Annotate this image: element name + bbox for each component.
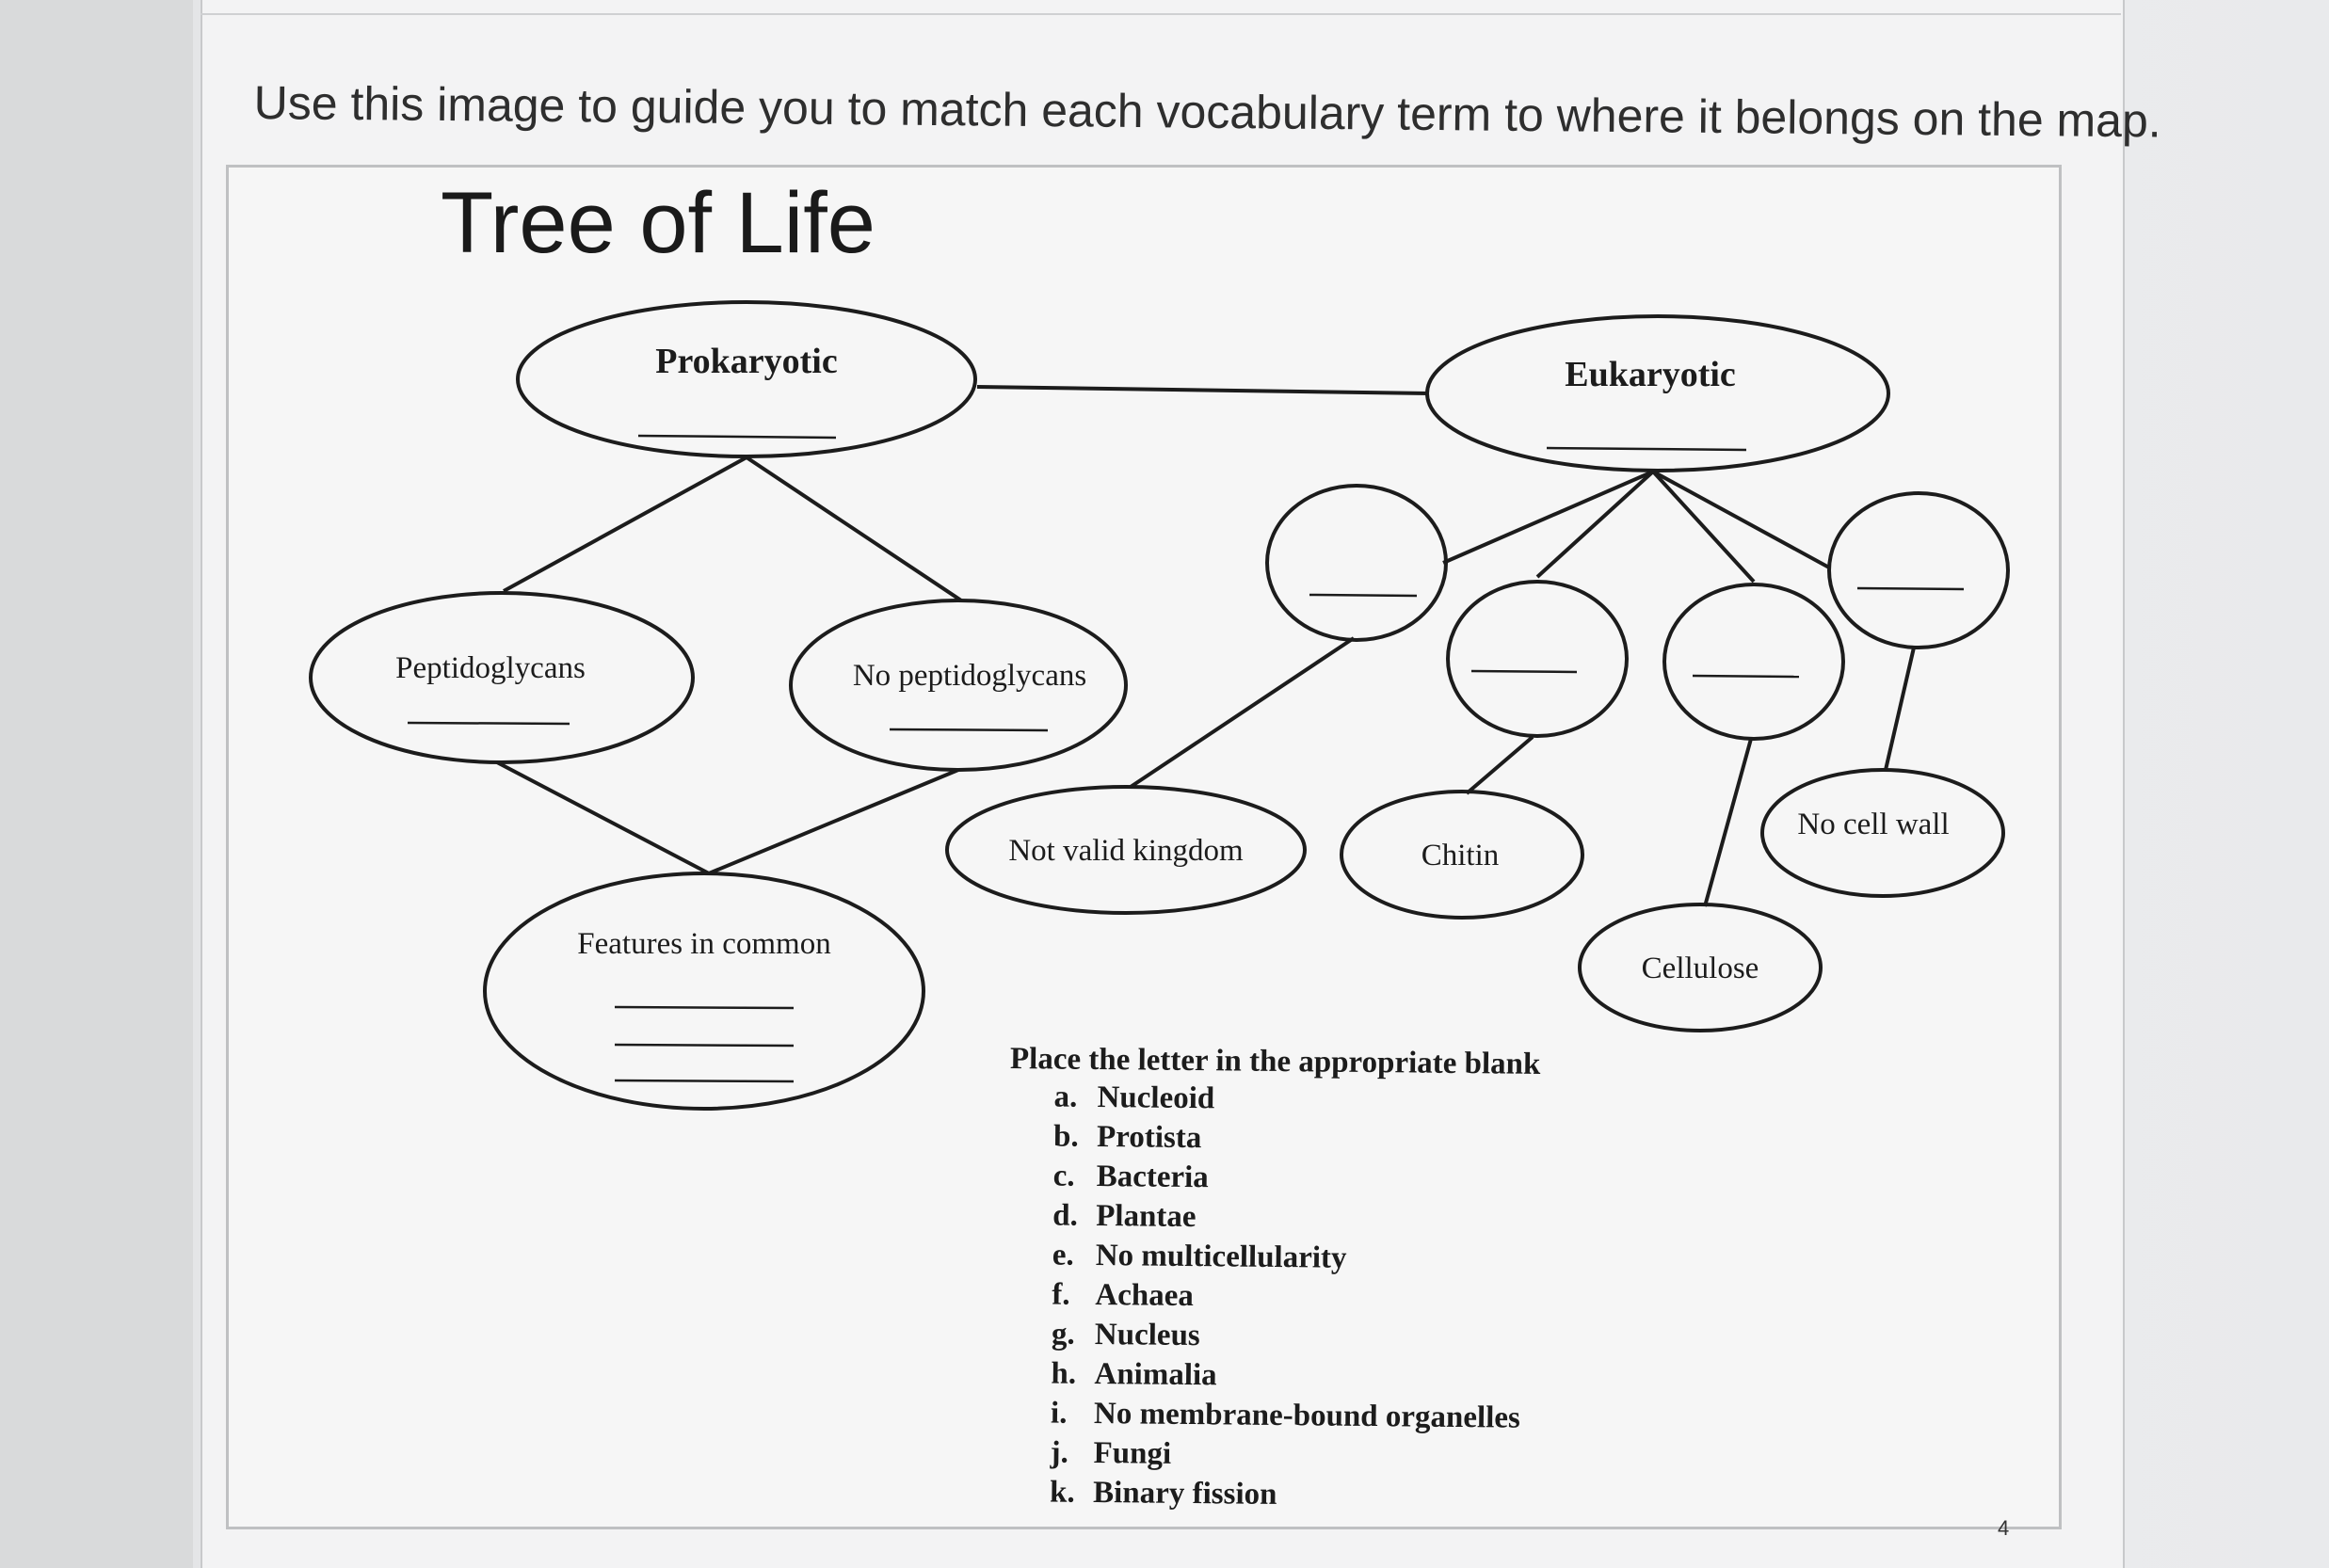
word-bank-item-h [1051,1356,1217,1392]
word-bank-letter: a. [1053,1080,1078,1114]
word-bank-item-k [1050,1475,1277,1512]
node-eukaryotic-label: Eukaryotic [1565,355,1736,394]
features-blank-1[interactable] [615,1007,794,1008]
word-bank-letter: i. [1050,1396,1068,1431]
node-peptidoglycans [311,593,693,762]
connector-lines [497,387,1914,906]
link-blank-1-not-valid [1131,638,1354,787]
word-bank-item-a [1053,1080,1214,1115]
node-cellulose [1580,904,1821,1031]
node-peptidoglycans-label: Peptidoglycans [395,651,586,685]
link-no-peptidoglycans-features [709,770,958,873]
link-eukaryotic-blank-4 [1653,472,1829,568]
link-blank-2-chitin [1467,737,1533,793]
link-eukaryotic-blank-1 [1443,472,1653,563]
node-chitin-label: Chitin [1421,839,1500,872]
word-bank-letter: h. [1051,1356,1077,1391]
word-bank-item-b [1053,1119,1202,1155]
word-bank-letter: k. [1049,1475,1075,1510]
kingdom-blank-3[interactable] [1693,676,1799,677]
node-blank-kingdom-1 [1267,486,1446,640]
top-divider [201,13,2121,15]
link-prokaryotic-eukaryotic [977,387,1429,393]
node-not-valid-kingdom [947,787,1305,913]
node-no-cell-wall-label: No cell wall [1797,808,1950,841]
link-prokaryotic-no-peptidoglycans [747,457,961,600]
node-prokaryotic-label: Prokaryotic [655,342,838,381]
node-eukaryotic [1427,316,1888,471]
word-bank-item-j [1049,1435,1171,1470]
node-chitin [1341,792,1582,918]
node-blank-kingdom-4 [1829,493,2008,648]
word-bank-item-g [1052,1317,1200,1352]
word-bank-term: Fungi [1093,1435,1172,1471]
word-bank-item-e [1052,1238,1348,1274]
page-number: 4 [1998,1516,2010,1540]
node-blank-kingdom-3 [1664,584,1843,739]
node-no-cell-wall [1762,770,2003,896]
node-features-in-common [485,873,924,1109]
word-bank-letter: e. [1052,1238,1074,1272]
link-blank-3-cellulose [1705,739,1751,906]
word-bank-letter: c. [1052,1159,1075,1193]
node-no-peptidoglycans-label: No peptidoglycans [852,659,1087,693]
node-prokaryotic-blank[interactable] [638,436,836,438]
node-prokaryotic [518,302,975,456]
diagram-title: Tree of Life [441,175,875,271]
node-no-peptidoglycans [791,600,1126,770]
word-bank-term: Achaea [1095,1277,1195,1314]
word-bank-item-d [1052,1198,1197,1234]
word-bank-letter: b. [1052,1119,1079,1154]
word-bank-term: Animalia [1094,1356,1217,1393]
features-blank-3[interactable] [615,1080,794,1081]
word-bank-term: Plantae [1096,1198,1197,1235]
link-blank-4-no-cell-wall [1886,648,1914,770]
link-eukaryotic-blank-3 [1653,472,1754,582]
word-bank-term: Nucleus [1094,1317,1200,1353]
node-not-valid-kingdom-label: Not valid kingdom [1008,834,1244,868]
tree-of-life-figure [226,165,2062,1529]
features-blank-2[interactable] [615,1045,794,1046]
word-bank [1005,1042,1541,1514]
node-cellulose-label: Cellulose [1641,952,1759,985]
word-bank-item-c [1052,1159,1208,1194]
word-bank-item-f [1052,1277,1194,1313]
node-eukaryotic-blank[interactable] [1547,448,1746,450]
word-bank-letter: j. [1050,1435,1069,1470]
link-prokaryotic-peptidoglycans [504,457,747,591]
word-bank-term: No multicellularity [1095,1238,1347,1275]
word-bank-item-i [1051,1396,1520,1434]
word-bank-term: Protista [1096,1119,1202,1156]
node-peptidoglycans-blank[interactable] [408,723,570,724]
node-no-peptidoglycans-blank[interactable] [890,729,1048,730]
word-bank-heading: Place the letter in the appropriate blank [1009,1042,1541,1081]
kingdom-blank-4[interactable] [1857,588,1964,589]
kingdom-blank-1[interactable] [1309,595,1417,596]
tree-of-life-diagram [229,168,2064,1532]
word-bank-letter: f. [1052,1277,1070,1312]
word-bank-list [1049,1080,1524,1513]
word-bank-term: Bacteria [1096,1159,1209,1195]
node-blank-kingdom-2 [1448,582,1627,736]
word-bank-letter: g. [1051,1317,1075,1352]
word-bank-term: No membrane-bound organelles [1093,1396,1521,1435]
instructions-text: Use this image to guide you to match each vocabulary term to where it belongs on the map. [253,75,2162,148]
node-features-in-common-label: Features in common [577,927,831,961]
kingdom-blank-2[interactable] [1471,671,1577,672]
link-peptidoglycans-features [497,762,709,873]
word-bank-letter: d. [1052,1198,1079,1233]
word-bank-term: Nucleoid [1097,1080,1215,1116]
link-eukaryotic-blank-2 [1537,472,1653,577]
word-bank-term: Binary fission [1092,1475,1277,1512]
